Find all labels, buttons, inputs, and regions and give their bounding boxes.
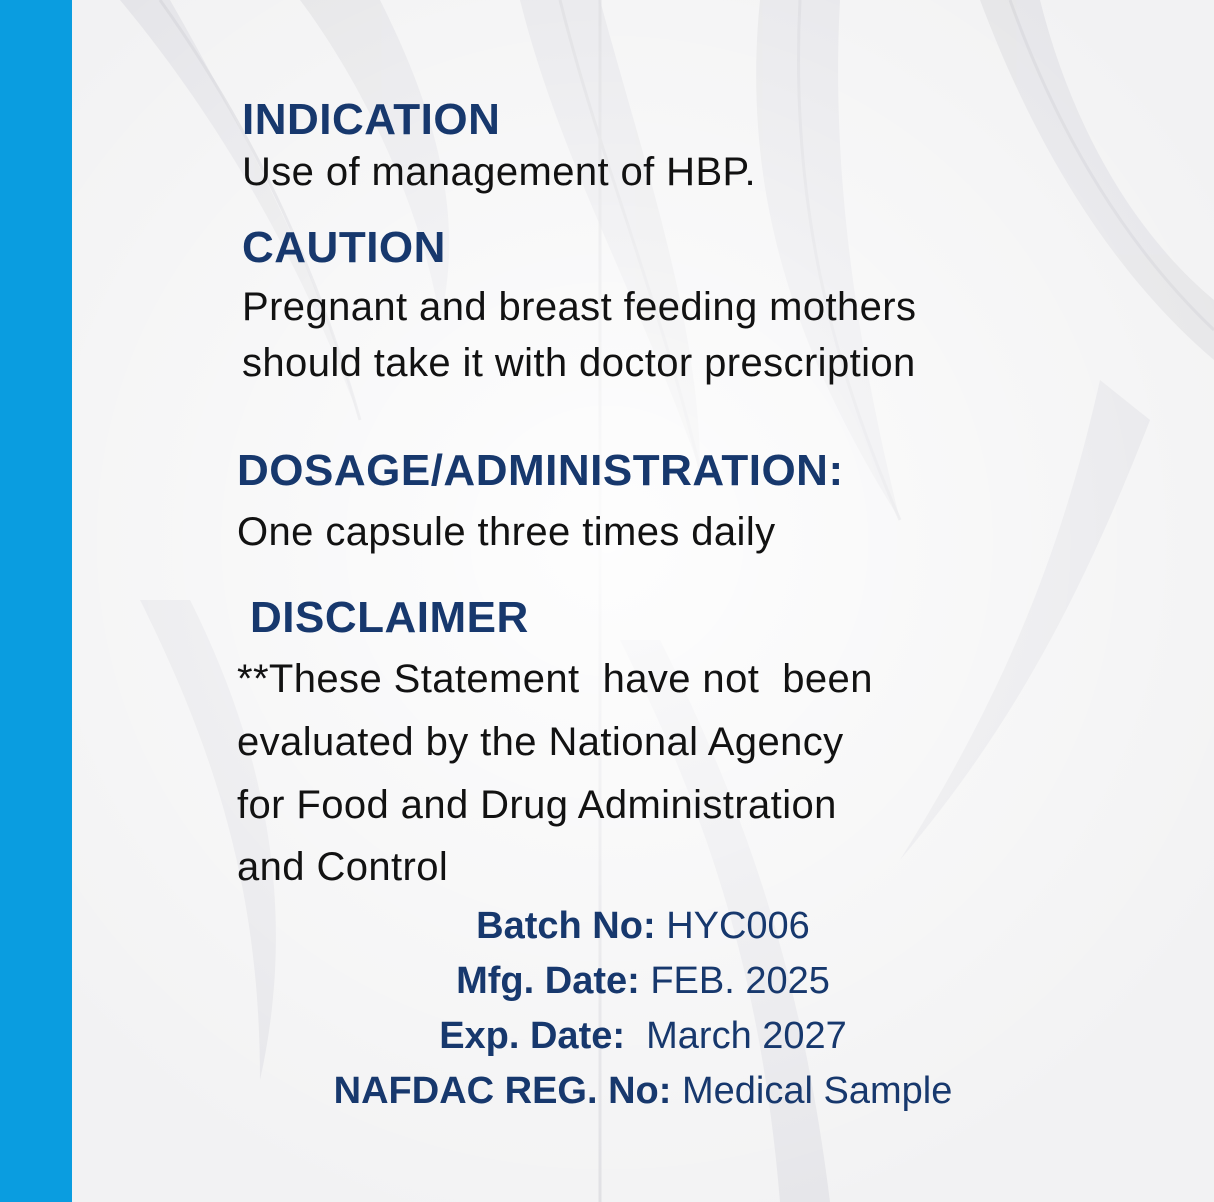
batch-number-value: HYC006	[666, 905, 810, 947]
indication-heading: INDICATION	[242, 95, 501, 144]
batch-number-label: Batch No:	[476, 905, 656, 947]
nafdac-reg-label: NAFDAC REG. No:	[333, 1070, 672, 1112]
exp-date-value: March 2027	[646, 1015, 847, 1057]
mfg-date-line	[72, 962, 1214, 1000]
batch-number-line	[72, 907, 1214, 945]
exp-date-label: Exp. Date:	[439, 1015, 626, 1057]
nafdac-reg-line	[72, 1072, 1214, 1110]
caution-heading: CAUTION	[242, 223, 446, 272]
disclaimer-text-line: and Control	[237, 845, 449, 889]
dosage-text: One capsule three times daily	[237, 510, 776, 554]
dosage-heading: DOSAGE/ADMINISTRATION:	[237, 446, 844, 495]
nafdac-reg-value: Medical Sample	[681, 1070, 953, 1112]
exp-date-line	[72, 1017, 1214, 1055]
mfg-date-label: Mfg. Date:	[456, 960, 640, 1002]
caution-text-line: Pregnant and breast feeding mothers	[242, 285, 917, 329]
indication-text: Use of management of HBP.	[242, 150, 756, 194]
mfg-date-value: FEB. 2025	[650, 960, 830, 1002]
disclaimer-text-line: for Food and Drug Administration	[237, 783, 837, 827]
disclaimer-heading: DISCLAIMER	[250, 593, 529, 642]
caution-text-line: should take it with doctor prescription	[242, 341, 916, 385]
accent-side-bar	[0, 0, 72, 1202]
disclaimer-text-line: **These Statement have not been	[237, 657, 873, 701]
disclaimer-text-line: evaluated by the National Agency	[237, 720, 844, 764]
